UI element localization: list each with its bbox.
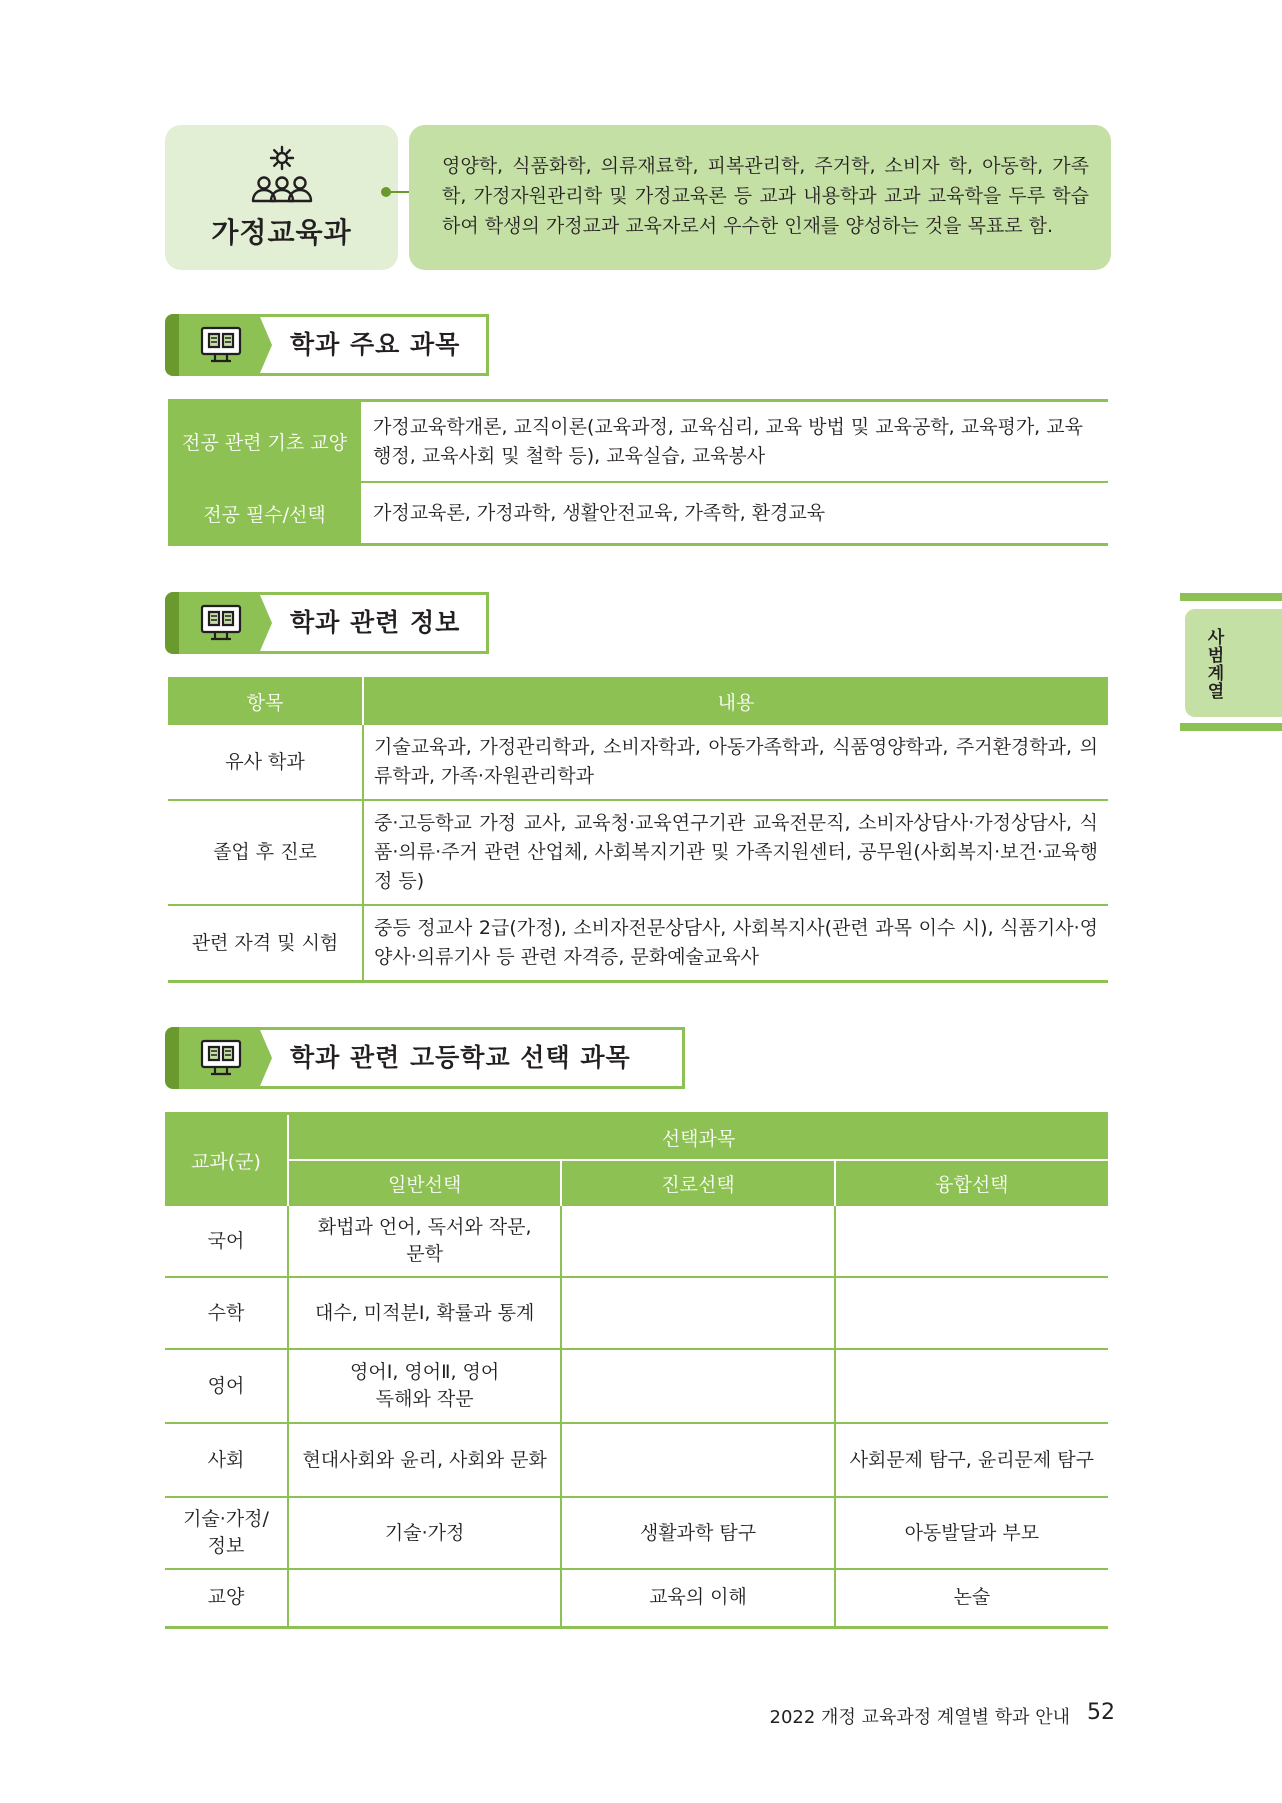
table-row <box>168 482 1108 545</box>
section-head-hs-courses <box>165 1027 679 1089</box>
convergence-cell <box>835 1206 1108 1277</box>
page-number: 52 <box>1087 1700 1115 1725</box>
table-row <box>165 1569 1108 1627</box>
column-header-career: 진로선택 <box>561 1160 834 1206</box>
section-head-major-courses <box>165 314 483 376</box>
subject-cell: 국어 <box>165 1206 288 1277</box>
table-header-row <box>165 1160 1108 1206</box>
row-value: 중·고등학교 가정 교사, 교육청·교육연구기관 교육전문직, 소비자상담사·가정상담사, 식품·의류·주거 관련 산업체, 사회복지기관 및 가족지원센터, 공무원(사회복지·보건·교육행정 등) <box>363 800 1108 905</box>
monitor-book-icon <box>199 603 243 643</box>
column-header-convergence: 융합선택 <box>835 1160 1108 1206</box>
convergence-cell: 논술 <box>953 1586 991 1609</box>
convergence-cell: 사회문제 탐구, 윤리문제 탐구 <box>835 1423 1108 1497</box>
row-label: 유사 학과 <box>168 725 363 800</box>
row-label: 전공 관련 기초 교양 <box>168 401 362 483</box>
column-header-subject-group: 교과(군) <box>165 1114 288 1207</box>
table-row <box>165 1349 1108 1423</box>
row-label: 관련 자격 및 시험 <box>168 905 363 982</box>
subject-cell: 영어 <box>165 1349 288 1423</box>
row-value: 가정교육학개론, 교직이론(교육과정, 교육심리, 교육 방법 및 교육공학, 교육평가, 교육행정, 교육사회 및 철학 등), 교육실습, 교육봉사 <box>362 401 1108 483</box>
career-cell <box>561 1206 834 1277</box>
table-row <box>168 401 1108 483</box>
table-header-row <box>165 1114 1108 1161</box>
column-header: 항목 <box>168 677 363 725</box>
table-row <box>165 1497 1108 1569</box>
general-cell: 영어Ⅰ, 영어Ⅱ, 영어 독해와 작문 <box>288 1349 561 1423</box>
section-title: 학과 주요 과목 <box>290 330 461 359</box>
people-gear-icon <box>250 145 314 209</box>
side-tab-line <box>1180 723 1282 731</box>
table-row <box>168 800 1108 905</box>
department-title: 가정교육과 <box>211 215 352 249</box>
table-row <box>165 1206 1108 1277</box>
column-header-general: 일반선택 <box>288 1160 561 1206</box>
subject-cell: 수학 <box>165 1277 288 1349</box>
row-value: 기술교육과, 가정관리학과, 소비자학과, 아동가족학과, 식품영양학과, 주거환경학과, 의류학과, 가족·자원관리학과 <box>363 725 1108 800</box>
career-cell: 교육의 이해 <box>561 1569 834 1627</box>
general-cell <box>288 1569 561 1627</box>
table-row <box>165 1277 1108 1349</box>
career-cell <box>561 1423 834 1497</box>
hs-courses-table <box>165 1112 1108 1629</box>
general-cell: 기술·가정 <box>288 1497 561 1569</box>
convergence-cell <box>835 1349 1108 1423</box>
side-tab-line <box>1180 593 1282 601</box>
department-card <box>165 125 398 270</box>
monitor-book-icon <box>199 1038 243 1078</box>
related-info-table <box>168 677 1108 983</box>
table-header-row <box>168 677 1108 725</box>
subject-cell: 기술·가정/ 정보 <box>165 1497 288 1569</box>
career-cell <box>561 1349 834 1423</box>
side-tab[interactable] <box>1185 609 1282 717</box>
side-tab-label: 사범계열 <box>1207 628 1225 702</box>
subject-cell: 사회 <box>165 1423 288 1497</box>
department-description: 영양학, 식품화학, 의류재료학, 피복관리학, 주거학, 소비자 학, 아동학, 가족학, 가정자원관리학 및 가정교육론 등 교과 내용학과 교과 교육학을 두루 학습하여 학생의 가정교과 교육자로서 우수한 인재를 양성하는 것을 목표로 함. <box>409 125 1111 270</box>
row-label: 졸업 후 진로 <box>168 800 363 905</box>
major-courses-table <box>168 399 1108 546</box>
row-label: 전공 필수/선택 <box>168 482 362 545</box>
footer-text: 2022 개정 교육과정 계열별 학과 안내 <box>769 1707 1070 1728</box>
table-row <box>168 905 1108 982</box>
row-value: 가정교육론, 가정과학, 생활안전교육, 가족학, 환경교육 <box>373 501 826 524</box>
table-row <box>168 725 1108 800</box>
convergence-cell <box>835 1277 1108 1349</box>
column-header-elective: 선택과목 <box>288 1114 1108 1161</box>
column-header: 내용 <box>363 677 1108 725</box>
general-cell: 화법과 언어, 독서와 작문, 문학 <box>288 1206 561 1277</box>
subject-cell: 교양 <box>165 1569 288 1627</box>
section-title: 학과 관련 고등학교 선택 과목 <box>290 1043 631 1072</box>
convergence-cell: 아동발달과 부모 <box>835 1497 1108 1569</box>
monitor-book-icon <box>199 325 243 365</box>
row-value: 중등 정교사 2급(가정), 소비자전문상담사, 사회복지사(관련 과목 이수 시), 식품기사·영양사·의류기사 등 관련 자격증, 문화예술교육사 <box>374 917 1098 968</box>
section-head-related-info <box>165 592 483 654</box>
career-cell: 생활과학 탐구 <box>561 1497 834 1569</box>
table-row <box>165 1423 1108 1497</box>
section-title: 학과 관련 정보 <box>290 608 461 637</box>
general-cell: 현대사회와 윤리, 사회와 문화 <box>288 1423 561 1497</box>
career-cell <box>561 1277 834 1349</box>
general-cell: 대수, 미적분Ⅰ, 확률과 통계 <box>288 1277 561 1349</box>
